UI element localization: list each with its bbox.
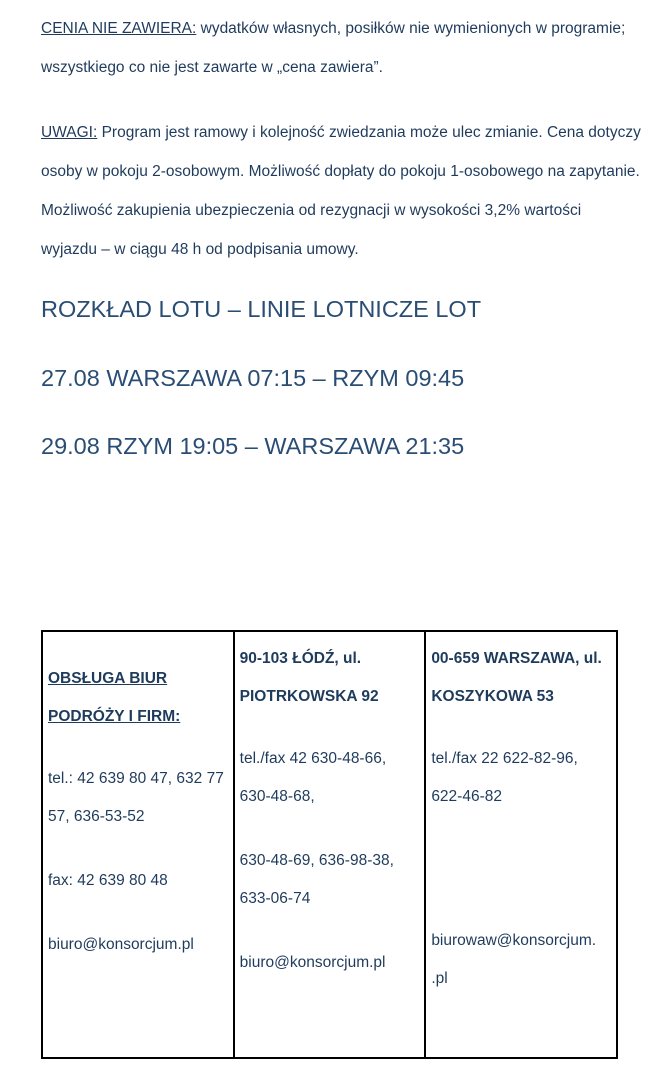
- notes-label: UWAGI:: [41, 124, 98, 141]
- contact-row: [42, 631, 617, 1058]
- warsaw-address-heading: 00-659 WARSZAWA, ul. KOSZYKOWA 53: [431, 650, 602, 705]
- excluded-costs-label: CENIA NIE ZAWIERA:: [41, 20, 197, 37]
- flight-schedule-title: ROZKŁAD LOTU – LINIE LOTNICZE LOT: [41, 296, 482, 322]
- contact-table: [41, 630, 618, 1059]
- warsaw-phone: tel./fax 22 622-82-96, 622-46-82: [431, 750, 578, 805]
- excluded-costs-paragraph: [41, 9, 641, 87]
- lodz-address-heading: 90-103 ŁÓDŹ, ul. PIOTRKOWSKA 92: [239, 650, 379, 705]
- lodz-email[interactable]: biuro@konsorcjum.pl: [239, 954, 386, 971]
- business-email[interactable]: biuro@konsorcjum.pl: [48, 936, 194, 953]
- contact-column-warsaw: [425, 631, 617, 1058]
- return-flight: 29.08 RZYM 19:05 – WARSZAWA 21:35: [41, 433, 465, 459]
- warsaw-email-part-2: .pl: [431, 970, 448, 987]
- outbound-flight: 27.08 WARSZAWA 07:15 – RZYM 09:45: [41, 365, 465, 391]
- business-phone: tel.: 42 639 80 47, 632 77 57, 636-53-52: [48, 770, 224, 825]
- warsaw-email[interactable]: [431, 922, 611, 998]
- lodz-phone-1: tel./fax 42 630-48-66, 630-48-68,: [239, 750, 387, 805]
- contact-column-lodz: [234, 631, 426, 1058]
- lodz-phone-2: 630-48-69, 636-98-38, 633-06-74: [239, 852, 394, 907]
- excluded-costs-text: wydatków własnych, posiłków nie wymienionych w programie; wszystkiego co nie jest zawarte w „cena zawiera”.: [41, 20, 626, 76]
- business-fax: fax: 42 639 80 48: [48, 872, 168, 889]
- contact-column-business: [42, 631, 234, 1058]
- business-service-heading: OBSŁUGA BIUR PODRÓŻY I FIRM:: [48, 670, 181, 725]
- notes-paragraph: [41, 113, 641, 269]
- notes-text: Program jest ramowy i kolejność zwiedzania może ulec zmianie. Cena dotyczy osoby w pokoju 2-osobowym. Możliwość dopłaty do pokoju 1-osobowego na zapytanie. Możliwość zakupienia ubezpieczenia od rezygnacji w wysokości 3,2% wartości wyjazdu – w ciągu 48 h od podpisania umowy.: [41, 124, 641, 258]
- warsaw-email-part-1: biurowaw@konsorcjum.: [431, 932, 597, 949]
